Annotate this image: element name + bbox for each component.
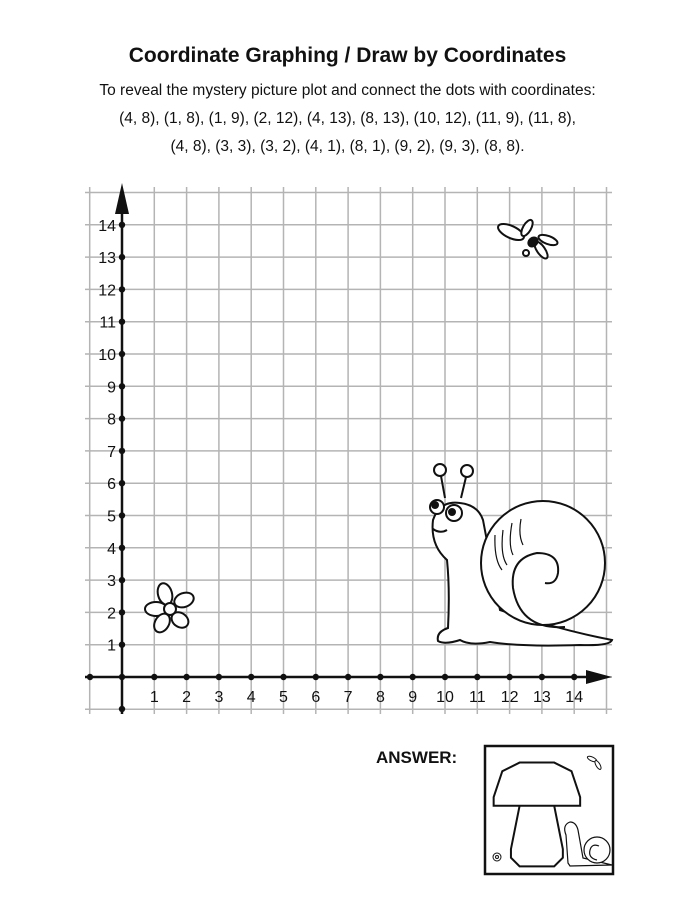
y-tick-label: 8 (107, 411, 116, 429)
x-tick-label: 11 (468, 689, 486, 706)
y-tick-label: 7 (107, 443, 116, 461)
y-tick-dot (119, 512, 125, 518)
y-tick-dot (119, 286, 125, 292)
y-tick-label: 11 (99, 314, 116, 332)
y-tick-label: 5 (107, 508, 116, 526)
axis-dot (119, 706, 125, 712)
y-tick-label: 14 (98, 217, 116, 235)
axis-dot (87, 674, 93, 680)
x-tick-label: 1 (149, 689, 159, 706)
answer-flower-icon (493, 853, 501, 861)
y-tick-label: 13 (98, 250, 116, 268)
flower-icon (145, 582, 196, 636)
y-tick-dot (119, 480, 125, 486)
x-tick-dot (539, 674, 545, 680)
y-tick-dot (119, 642, 125, 648)
y-tick-label: 10 (98, 347, 116, 364)
y-tick-label: 4 (107, 540, 116, 558)
x-tick-dot (377, 674, 383, 680)
x-tick-dot (474, 674, 480, 680)
x-tick-dot (410, 674, 416, 680)
y-tick-label: 6 (107, 476, 116, 494)
x-tick-label: 10 (436, 689, 454, 706)
y-tick-dot (119, 383, 125, 389)
y-tick-dot (119, 415, 125, 421)
x-tick-label: 7 (343, 689, 353, 706)
y-tick-label: 12 (98, 282, 116, 300)
x-tick-dot (313, 674, 319, 680)
coordinates-line-2: (4, 8), (3, 3), (3, 2), (4, 1), (8, 1), (9, 2), (9, 3), (8, 8). (170, 138, 525, 155)
y-tick-label: 9 (107, 379, 116, 397)
x-tick-dot (506, 674, 512, 680)
y-tick-dot (119, 448, 125, 454)
x-tick-dot (248, 674, 254, 680)
y-tick-dot (119, 254, 125, 260)
y-tick-dot (119, 319, 125, 325)
y-tick-label: 1 (107, 637, 116, 655)
y-tick-dot (119, 609, 125, 615)
y-axis-arrow-icon (115, 183, 129, 214)
x-tick-dot (571, 674, 577, 680)
x-tick-dot (151, 674, 157, 680)
y-tick-label: 2 (107, 605, 116, 623)
x-tick-label: 5 (279, 689, 288, 706)
origin-dot (119, 674, 125, 680)
x-tick-label: 12 (500, 689, 519, 706)
x-tick-dot (280, 674, 286, 680)
instruction-text: To reveal the mystery picture plot and connect the dots with coordinates: (99, 82, 596, 99)
x-tick-label: 13 (533, 689, 551, 706)
y-tick-dot (119, 545, 125, 551)
snail-icon (430, 464, 612, 646)
x-tick-dot (183, 674, 189, 680)
y-tick-dot (119, 351, 125, 357)
y-tick-label: 3 (107, 573, 116, 591)
y-tick-dot (119, 222, 125, 228)
x-tick-label: 8 (375, 689, 385, 706)
x-axis-arrow-icon (586, 670, 612, 684)
answer-label: ANSWER: (376, 748, 458, 767)
x-tick-label: 14 (565, 689, 584, 706)
x-tick-dot (345, 674, 351, 680)
x-tick-label: 2 (182, 689, 192, 706)
coordinates-line-1: (4, 8), (1, 8), (1, 9), (2, 12), (4, 13), (8, 13), (10, 12), (11, 9), (11, 8), (119, 110, 576, 127)
x-tick-dot (442, 674, 448, 680)
x-tick-label: 9 (408, 689, 418, 706)
x-tick-label: 4 (246, 689, 256, 706)
x-tick-label: 6 (311, 689, 321, 706)
x-tick-label: 3 (214, 689, 224, 706)
y-tick-dot (119, 577, 125, 583)
worksheet-title: Coordinate Graphing / Draw by Coordinates (128, 44, 567, 67)
x-tick-dot (216, 674, 222, 680)
